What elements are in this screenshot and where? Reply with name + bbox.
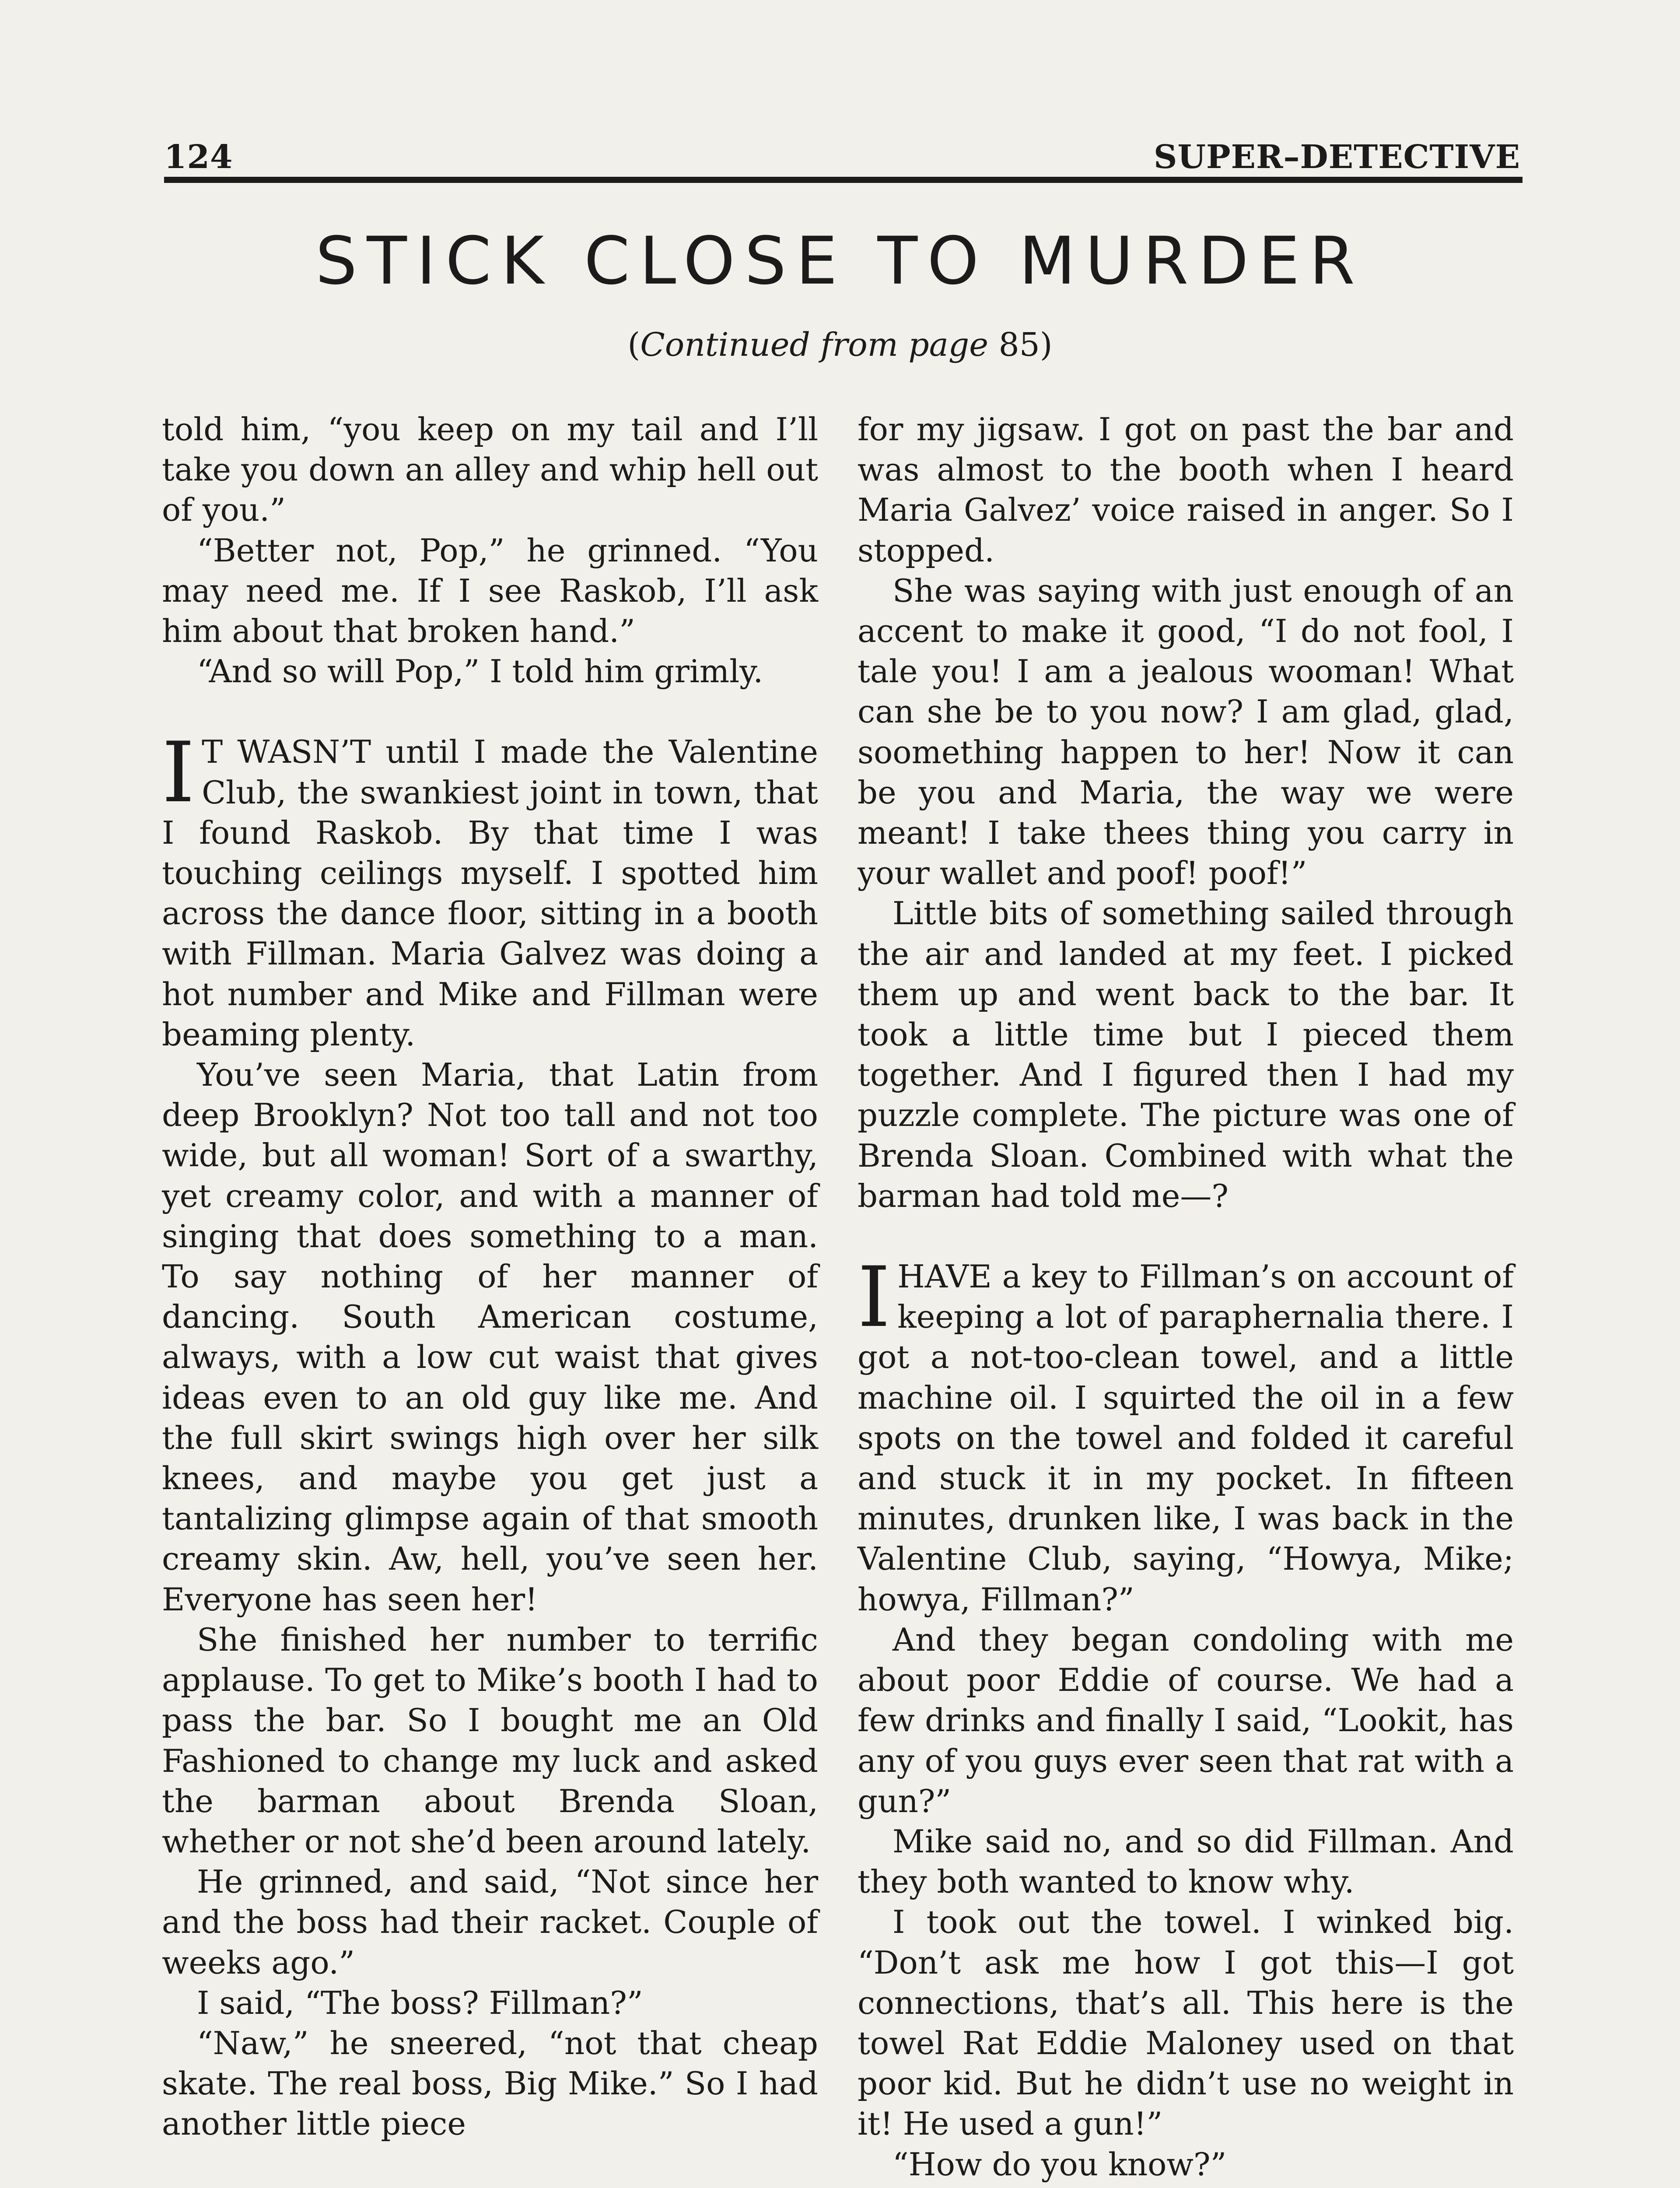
paragraph: Mike said no, and so did Fillman. And they both wanted to know why. — [858, 1823, 1514, 1900]
continued-close-paren: ) — [1040, 326, 1053, 364]
page-number: 124 — [164, 138, 233, 176]
paragraph: He grinned, and said, “Not since her and the boss had their racket. Couple of weeks ago.” — [162, 1863, 818, 1981]
paragraph: And they began condoling with me about poor Eddie of course. We had a few drinks and finally I said, “Lookit, has any of you guys ever seen that rat with a gun?” — [858, 1621, 1514, 1820]
header-rule — [164, 177, 1522, 183]
paragraph: She was saying with just enough of an accent to make it good, “I do not fool, I tale you! I am a jealous wooman! What can she be to you now? I am glad, glad, soomething happen to her! Now it can be you and Maria, the way we were meant! I take thees thing you carry in your wallet and poof! poof!” — [858, 572, 1514, 892]
paragraph: “Naw,” he sneered, “not that cheap skate. The real boss, Big Mike.” So I had another little piece — [162, 2024, 818, 2142]
drop-cap: I — [858, 1249, 891, 1346]
continued-open-paren: ( — [627, 326, 640, 364]
paragraph: “Better not, Pop,” he grinned. “You may need me. If I see Raskob, I’ll ask him about that broken hand.” — [162, 532, 818, 650]
paragraph: told him, “you keep on my tail and I’ll take you down an alley and whip hell out of you.” — [162, 411, 818, 529]
continued-text: Continued from page — [640, 326, 989, 364]
paragraph: She finished her number to terrific applause. To get to Mike’s booth I had to pass the bar. So I bought me an Old Fashioned to change my luck and asked the barman about Brenda Sloan, whether or not she’d been around lately. — [162, 1621, 818, 1860]
paragraph-drop-cap — [858, 1249, 1514, 1620]
running-header — [164, 123, 1520, 176]
paragraph: I took out the towel. I winked big. “Don’t ask me how I got this—I got connections, that’s all. This here is the towel Rat Eddie Maloney used on that poor kid. But he didn’t use no weight in it! He used a gun!” — [858, 1904, 1514, 2142]
continued-note — [0, 326, 1680, 364]
continued-page-number: 85 — [998, 326, 1040, 364]
paragraph: for my jigsaw. I got on past the bar and was almost to the booth when I heard Maria Galvez’ voice raised in anger. So I stopped. — [858, 411, 1514, 569]
right-column — [858, 409, 1514, 2184]
paragraph: Little bits of something sailed through the air and landed at my feet. I picked them up and went back to the bar. It took a little time but I pieced them together. And I figured then I had my puzzle complete. The picture was one of Brenda Sloan. Combined with what the barman had told me—? — [858, 895, 1514, 1214]
magazine-name: SUPER–DETECTIVE — [1154, 138, 1520, 176]
paragraph-drop-cap — [162, 724, 818, 1055]
drop-cap: I — [162, 724, 195, 821]
paragraph-text: T WASN’T until I made the Valentine Club, the swankiest joint in town, that I found Raskob. By that time I was touching ceilings myself. I spotted him across the dance floor, sitting in a booth with Fillman. Maria Galvez was doing a hot number and Mike and Fillman were beaming plenty. — [162, 733, 818, 1053]
paragraph: You’ve seen Maria, that Latin from deep Brooklyn? Not too tall and not too wide, but all woman! Sort of a swarthy, yet creamy color, and with a manner of singing that does something to a man. To say nothing of her manner of dancing. South American costume, always, with a low cut waist that gives ideas even to an old guy like me. And the full skirt swings high over her silk knees, and maybe you get just a tantalizing glimpse again of that smooth creamy skin. Aw, hell, you’ve seen her. Everyone has seen her! — [162, 1056, 818, 1618]
left-column — [162, 409, 818, 2144]
paragraph: I said, “The boss? Fillman?” — [197, 1984, 643, 2021]
story-title: STICK CLOSE TO MURDER — [315, 223, 1365, 299]
paragraph-text: HAVE a key to Fillman’s on account of keeping a lot of paraphernalia there. I got a not-too-clean towel, and a little machine oil. I squirted the oil in a few spots on the towel and folded it careful and stuck it in my pocket. In fifteen minutes, drunken like, I was back in the Valentine Club, saying, “Howya, Mike; howya, Fillman?” — [858, 1258, 1514, 1618]
paragraph: “And so will Pop,” I told him grimly. — [197, 653, 763, 690]
paragraph: “How do you know?” — [892, 2146, 1227, 2183]
